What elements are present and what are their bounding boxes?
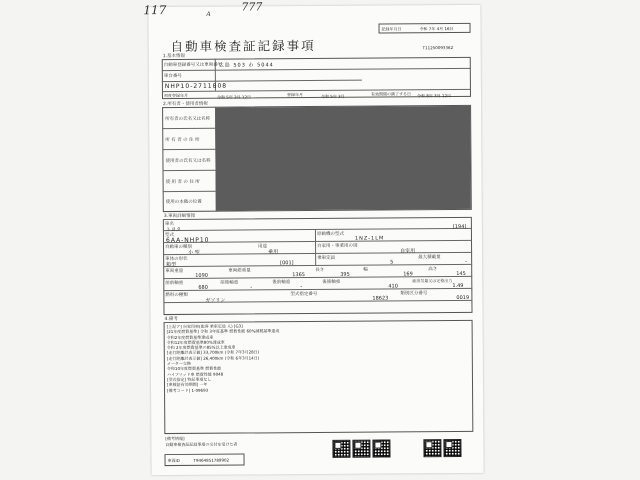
max-load-value: - — [465, 258, 467, 265]
section-owner-heading: 2.所有者・使用者情報 — [163, 101, 208, 108]
body-shape-label: 車体の形状 — [165, 256, 188, 263]
rear-rear-axle-label: 後後軸重 — [322, 279, 341, 285]
remark-line: 令和12年度燃費基準80%達成車 — [166, 339, 225, 345]
type-number-label: 型式指定番号 — [290, 291, 318, 298]
remark-line: 令和2年度燃費基準達成車 — [166, 334, 214, 340]
remark-line: [車検証有効期間] 一年 — [166, 382, 208, 388]
owner-name-label: 所有者の氏名又は名称 — [165, 116, 211, 123]
car-name-value: トヨタ — [165, 226, 181, 234]
qr-code-icon — [423, 439, 441, 457]
vehicle-weight-label: 車両重量 — [165, 268, 184, 275]
displacement-value: 1.49 — [452, 282, 464, 290]
vehicle-id-value: T9464851789902 — [193, 457, 230, 463]
qr-code-icon — [443, 439, 461, 457]
body-shape-code: [001] — [280, 260, 294, 267]
gross-weight-value: 1365 — [292, 272, 305, 279]
remark-line: 令和 2年度燃費基準の85%以上達成車 — [166, 344, 236, 351]
user-address-label: 使 用 者 の 住 所 — [165, 179, 200, 186]
class-number-label: 類別区分番号 — [400, 291, 428, 297]
class-number-value: 0019 — [456, 294, 470, 302]
chassis-number-value: NHP10-2711808 — [164, 82, 228, 91]
owner-address-label: 所 有 者 の 住 所 — [165, 137, 200, 144]
fuel-label: 燃料の種類 — [165, 292, 188, 299]
rear-rear-axle-value: 410 — [388, 283, 398, 290]
purpose-label: 自家用・事業用の別 — [317, 243, 358, 249]
front-rear-axle-value: - — [250, 284, 253, 291]
rear-front-axle-value: - — [300, 284, 303, 291]
fuel-value: ガソリン — [205, 297, 226, 304]
vehicle-id-box — [164, 454, 244, 467]
section-detail-heading: 3.車両詳細情報 — [163, 213, 196, 220]
gross-weight-label: 車両総重量 — [228, 268, 251, 274]
reg-number-value: 広島 503 わ 5044 — [218, 62, 274, 69]
expiry-value: 令和 8年 3月 12日 — [416, 93, 452, 99]
handwritten-number: 117 — [143, 3, 167, 18]
engine-value: 1NZ-1LM — [354, 235, 385, 242]
remark-line: [型式指定] 特記事項なし — [166, 376, 212, 383]
displacement-label: 総排気量又は定格出力 — [412, 278, 453, 284]
chassis-number-label: 車台番号 — [163, 73, 182, 80]
model-label: 型式 — [164, 232, 174, 239]
vehicle-class-value: 小 型 — [188, 249, 200, 256]
remark-line: [21年度燃費基準] 令和 3年度基準 燃費性能 60%減税基準達成 — [166, 328, 280, 335]
registration-month-label: 登録年月 — [286, 92, 304, 98]
purpose-value: 自家用 — [400, 248, 416, 255]
car-name-label: 車名 — [164, 221, 174, 228]
remark-line: [上記ア] 自家用車(旅客 乗車定員 人) [G3] — [166, 323, 243, 330]
record-date-label: 記録年月日 — [381, 26, 402, 32]
use-value: 乗用 — [268, 249, 279, 256]
car-name-code: [194] — [452, 223, 467, 231]
qr-code-icon — [332, 440, 350, 458]
section-basic-heading: 1.基本情報 — [162, 53, 186, 60]
memo-text: 自動車検査証記録事項の交付を受けた者 — [165, 441, 238, 448]
handwritten-letter: A — [206, 10, 211, 18]
registration-month-value: 令和 5年 3月 — [320, 93, 345, 99]
vehicle-id-label: 車両ID — [167, 457, 180, 464]
section-remarks-heading: 4.備考 — [164, 316, 178, 323]
remark-line: [走行距離計表示値] 26,400km (令和 6年3月14日) — [166, 355, 260, 361]
base-location-label: 使用の本拠の位置 — [165, 199, 202, 206]
remark-line: メーター交換 — [166, 360, 191, 367]
height-value: 145 — [456, 270, 466, 278]
qr-code-icon — [352, 440, 370, 458]
width-value: 169 — [403, 271, 413, 278]
remark-line: ハイブリッド車 燃費性能 9048 — [166, 371, 224, 377]
length-value: 395 — [340, 271, 350, 278]
type-number-value: 18623 — [372, 295, 389, 302]
document-title: 自動車検査証記録事項 — [170, 37, 316, 55]
record-date-box — [378, 23, 470, 34]
rear-front-axle-label: 後前軸重 — [272, 280, 291, 286]
height-label: 高さ — [428, 267, 438, 273]
user-name-label: 使用者の氏名又は名称 — [165, 158, 211, 165]
remark-line: [備考コード] 1-09693 — [167, 387, 209, 393]
qr-code-icon — [372, 439, 390, 457]
capacity-value: 5 — [390, 259, 394, 266]
front-axle-value: 680 — [198, 284, 208, 291]
first-registration-value: 令和 5年 3月 12日 — [216, 94, 252, 100]
memo-label: [備考情報] — [165, 435, 185, 442]
handwritten-number: 777 — [241, 0, 263, 14]
model-value: 6AA-NHP10 — [165, 236, 210, 245]
vehicle-inspection-document — [143, 0, 483, 475]
length-label: 長さ — [315, 267, 325, 274]
vehicle-class-label: 自動車の種別 — [165, 244, 193, 251]
vehicle-weight-value: 1090 — [195, 272, 209, 279]
front-rear-axle-label: 前後軸重 — [220, 280, 239, 286]
capacity-label: 乗車定員 — [317, 255, 336, 261]
remark-line: [走行距離計表示値] 33,700km (令和 7年3月28日) — [166, 349, 260, 356]
max-load-label: 最大積載量 — [418, 255, 441, 261]
body-shape-value: 箱型 — [166, 261, 177, 269]
first-registration-label: 初度登録年月 — [163, 92, 189, 99]
expiry-label: 有効期間の満了する日 — [370, 91, 411, 97]
redacted-block — [215, 106, 471, 211]
front-axle-label: 前前軸重 — [165, 280, 184, 287]
use-label: 用途 — [258, 244, 268, 250]
reg-number-label: 自動車登録番号又は車両番号 — [163, 62, 223, 69]
document-number: T11250093362 — [422, 45, 454, 51]
engine-label: 原動機の型式 — [316, 231, 344, 237]
remarks-list — [167, 323, 280, 393]
remark-line: 令和10年度燃費基準 燃費性能 — [166, 366, 222, 372]
width-label: 幅 — [363, 267, 368, 273]
record-date-value: 令和 7年 4月 16日 — [419, 26, 454, 32]
